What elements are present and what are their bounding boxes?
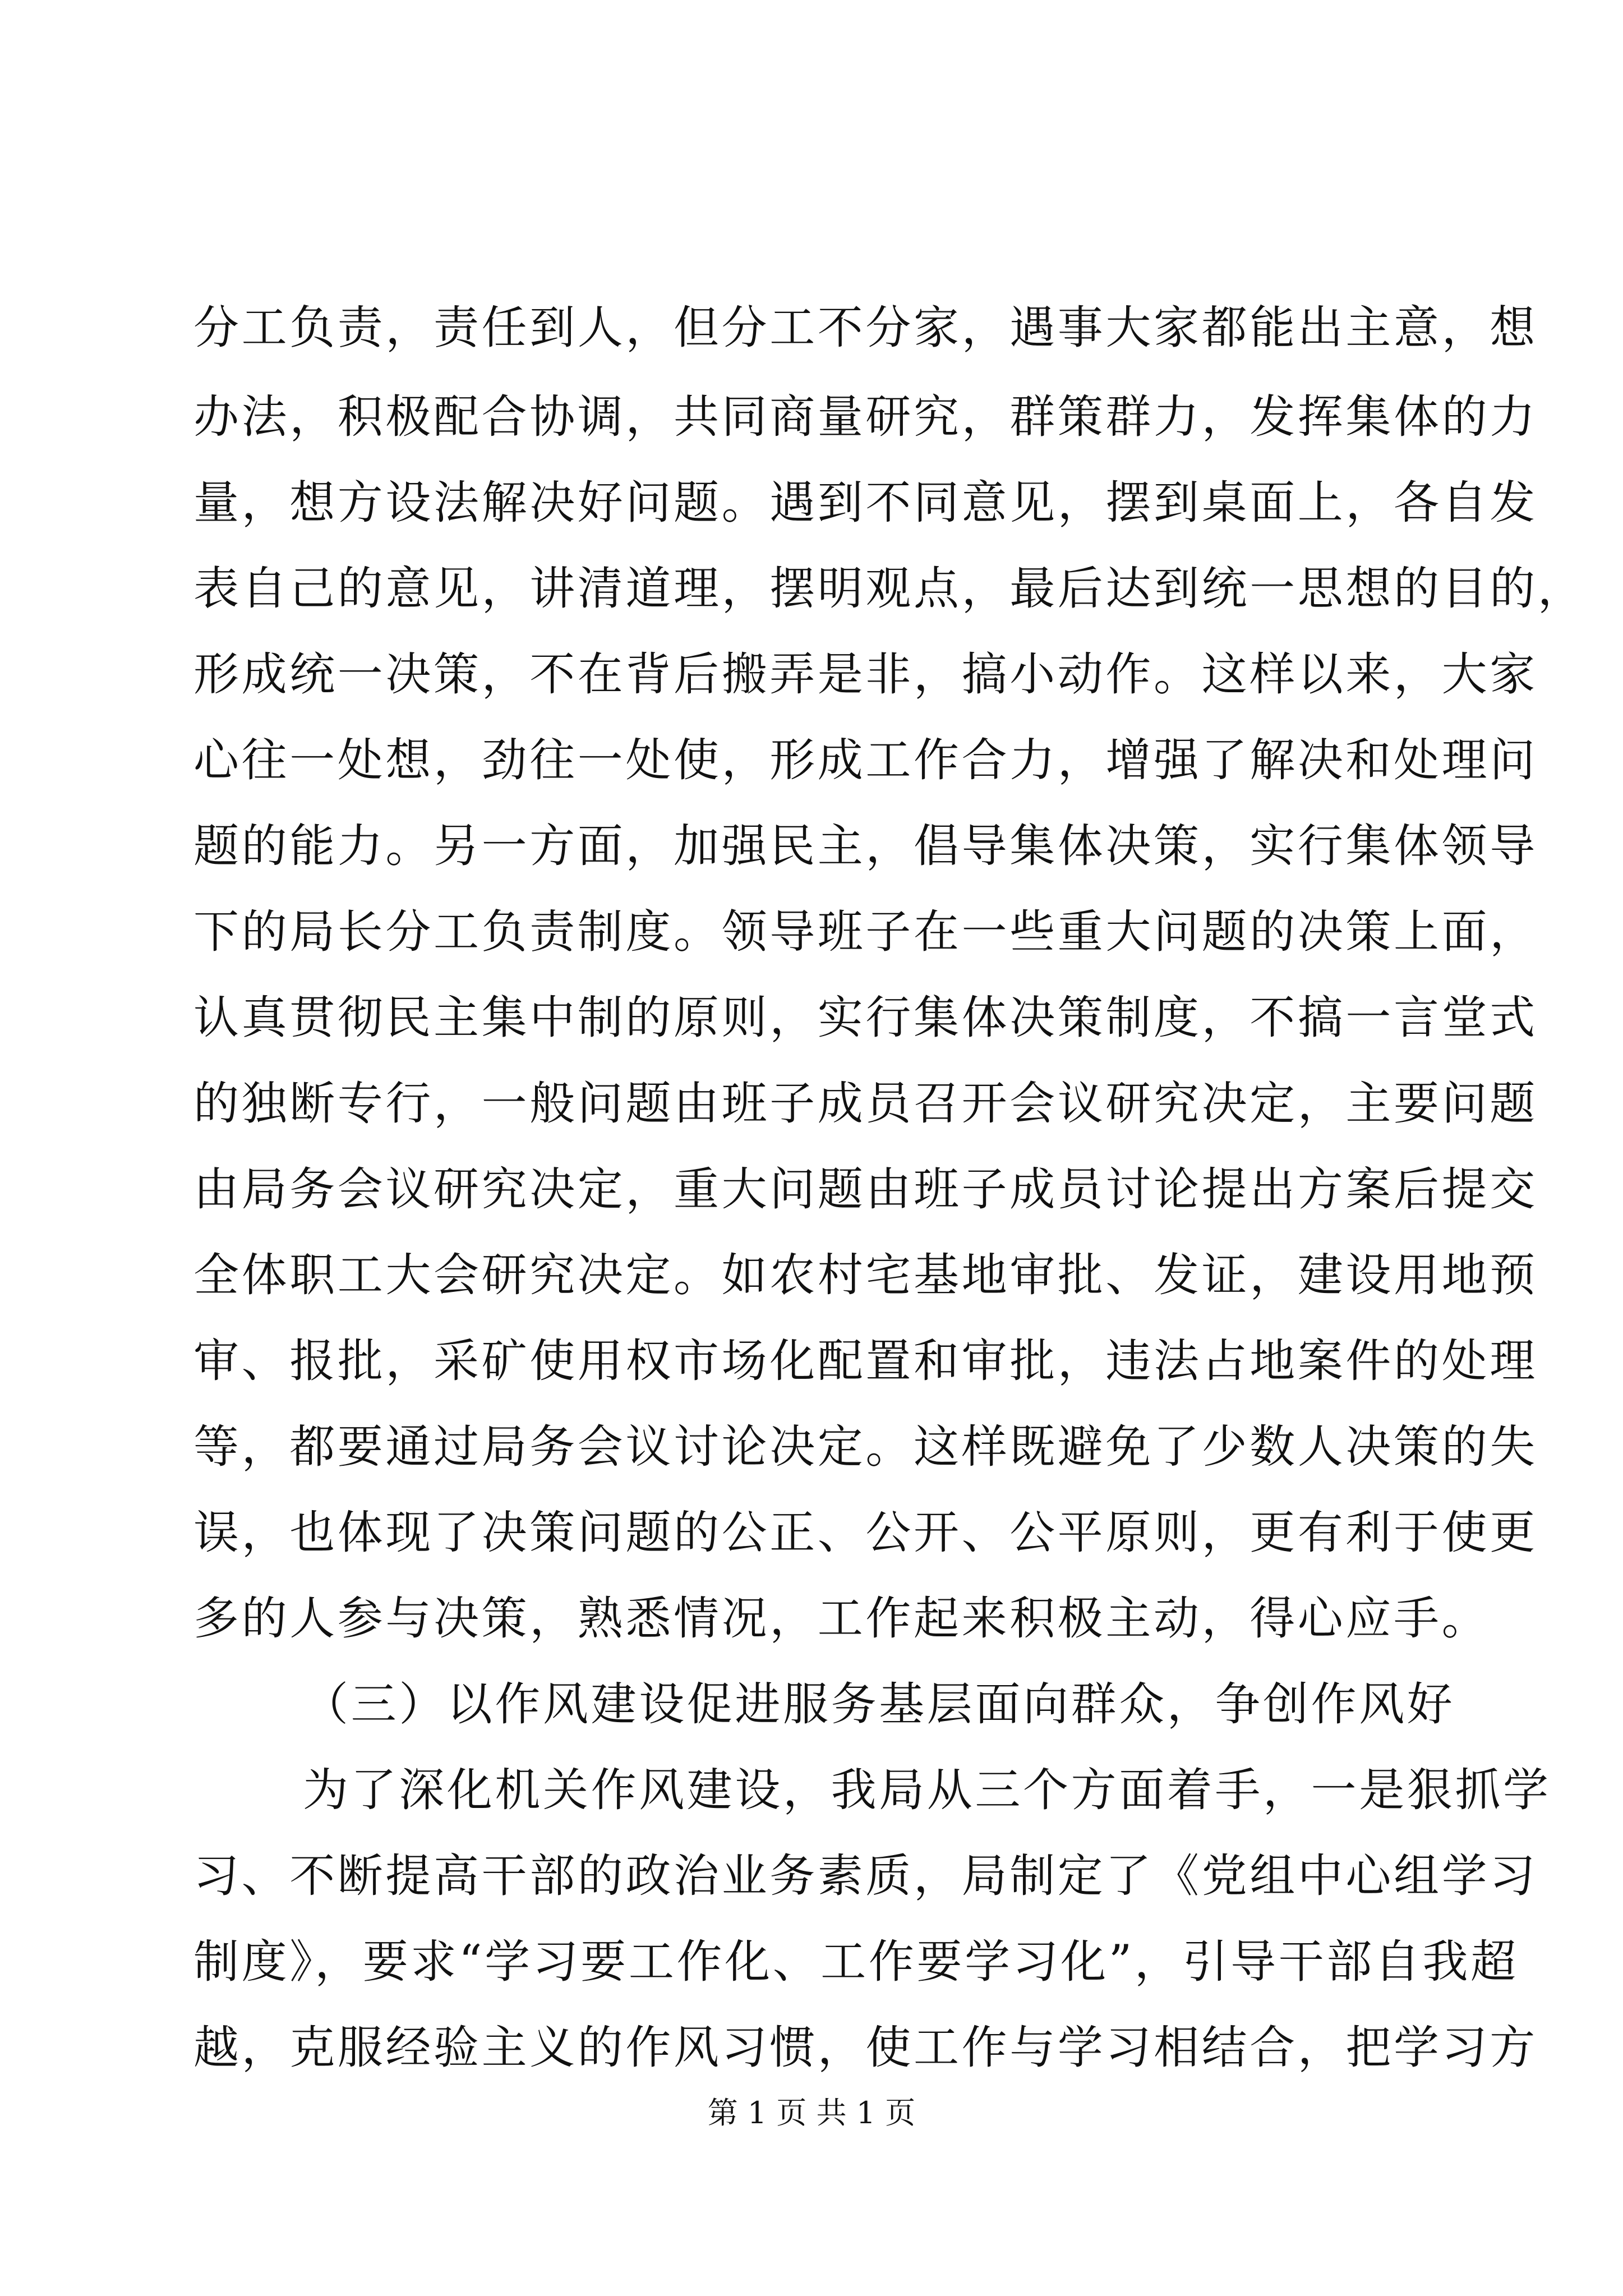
paragraph-line: 心往一处想，劲往一处使，形成工作合力，增强了解决和处理问 — [193, 734, 1538, 787]
page-number-footer: 第 1 页 共 1 页 — [707, 2095, 916, 2131]
paragraph-line: 认真贯彻民主集中制的原则，实行集体决策制度，不搞一言堂式 — [193, 992, 1538, 1045]
paragraph-line: 审、报批，采矿使用权市场化配置和审批，违法占地案件的处理 — [193, 1335, 1538, 1388]
paragraph-line: 为了深化机关作风建设，我局从三个方面着手，一是狠抓学 — [303, 1764, 1551, 1817]
paragraph-line: 越，克服经验主义的作风习惯，使工作与学习相结合，把学习方 — [193, 2022, 1538, 2074]
paragraph-line: 量，想方设法解决好问题。遇到不同意见，摆到桌面上，各自发 — [193, 477, 1538, 530]
paragraph-line: 下的局长分工负责制度。领导班子在一些重大问题的决策上面， — [193, 906, 1538, 959]
paragraph-line: 制度》，要求“学习要工作化、工作要学习化”，引导干部自我超 — [193, 1936, 1519, 1989]
paragraph-line: 分工负责，责任到人，但分工不分家，遇事大家都能出主意，想 — [193, 302, 1538, 355]
paragraph-line: 由局务会议研究决定，重大问题由班子成员讨论提出方案后提交 — [193, 1163, 1538, 1216]
paragraph-line: 表自己的意见，讲清道理，摆明观点，最后达到统一思想的目的， — [193, 563, 1586, 615]
paragraph-line: 全体职工大会研究决定。如农村宅基地审批、发证，建设用地预 — [193, 1249, 1538, 1302]
section-heading: （三）以作风建设促进服务基层面向群众，争创作风好 — [303, 1678, 1455, 1731]
paragraph-line: 误，也体现了决策问题的公正、公开、公平原则，更有利于使更 — [193, 1507, 1538, 1559]
paragraph-line: 多的人参与决策，熟悉情况，工作起来积极主动，得心应手。 — [193, 1593, 1490, 1645]
paragraph-line: 题的能力。另一方面，加强民主，倡导集体决策，实行集体领导 — [193, 820, 1538, 873]
paragraph-line: 形成统一决策，不在背后搬弄是非，搞小动作。这样以来，大家 — [193, 648, 1538, 701]
paragraph-line: 习、不断提高干部的政治业务素质，局制定了《党组中心组学习 — [193, 1850, 1538, 1903]
paragraph-line: 等，都要通过局务会议讨论决定。这样既避免了少数人决策的失 — [193, 1421, 1538, 1474]
paragraph-line: 办法，积极配合协调，共同商量研究，群策群力，发挥集体的力 — [193, 391, 1538, 444]
paragraph-line: 的独断专行，一般问题由班子成员召开会议研究决定，主要问题 — [193, 1078, 1538, 1130]
